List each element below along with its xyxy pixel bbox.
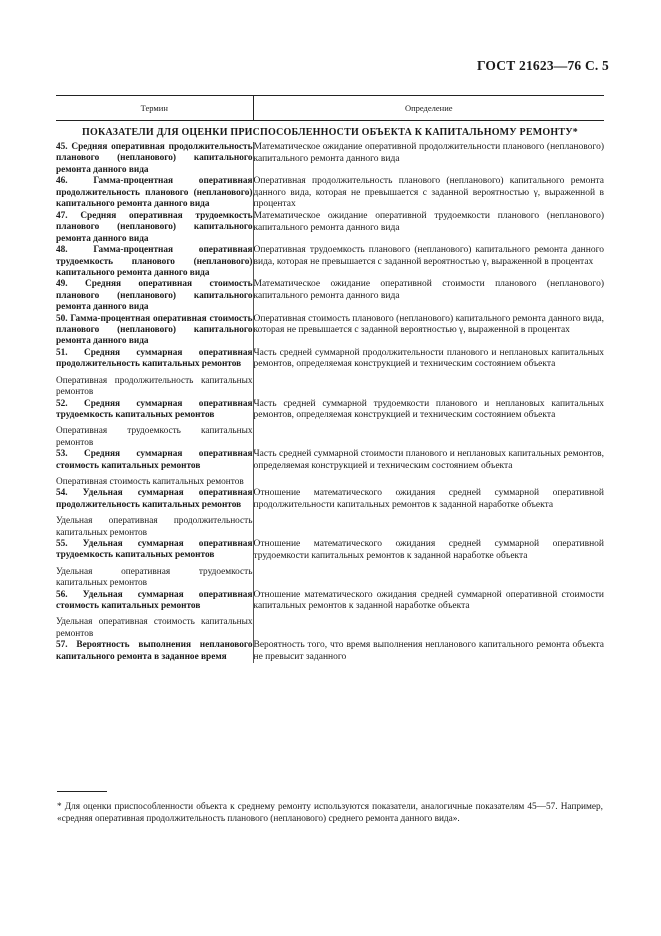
term-cell — [56, 142, 253, 176]
term-synonym: Оперативная стоимость капитальных ремонтов — [56, 476, 244, 487]
definition-cell: Оперативная стоимость планового (непланового) капитального ремонта данного вида, которая не превышается с заданной вероятностью γ, выраженной в процентах — [253, 313, 604, 336]
term-cell — [56, 279, 253, 313]
table-row — [56, 279, 604, 313]
footnote-divider — [57, 791, 107, 792]
term-title: 56. Удельная суммарная оперативная стоимость капитальных ремонтов — [56, 589, 253, 611]
definition-cell: Часть средней суммарной трудоемкости планового и неплановых капитальных ремонтов, определяемая конструкцией и техническим состоянием объекта — [253, 398, 604, 421]
term-cell — [56, 399, 253, 450]
term-title: 53. Средняя суммарная оперативная стоимость капитальных ремонтов — [56, 449, 253, 471]
definition-cell: Математическое ожидание оперативной продолжительности планового (непланового) капитального ремонта данного вида — [253, 142, 604, 164]
column-header-term: Термин — [56, 96, 253, 121]
term-cell — [56, 348, 253, 399]
term-cell — [56, 211, 253, 245]
table-row — [56, 399, 604, 450]
definition-cell: Часть средней суммарной стоимости планового и неплановых капитальных ремонтов, определяемая конструкцией и техническим состоянием объекта — [253, 449, 604, 471]
term-title: 46. Гамма-процентная оперативная продолжительность планового (непланового) капитального ремонта данного вида — [56, 176, 253, 210]
term-title: 54. Удельная суммарная оперативная продолжительность капитальных ремонтов — [56, 488, 253, 510]
table-row — [56, 449, 604, 488]
term-synonym: Удельная оперативная стоимость капитальных ремонтов — [56, 617, 253, 639]
table-row — [56, 539, 604, 590]
term-cell — [56, 245, 253, 279]
definition-cell: Математическое ожидание оперативной трудоемкости планового (непланового) капитального ремонта данного вида — [253, 211, 604, 233]
term-title: 47. Средняя оперативная трудоемкость планового (непланового) капитального ремонта данного вида — [56, 211, 253, 244]
terms-table — [56, 95, 604, 663]
table-row — [56, 590, 604, 641]
definition-cell: Часть средней суммарной продолжительности планового и неплановых капитальных ремонтов, определяемая конструкцией и техническим состоянием объекта — [253, 347, 604, 370]
term-title: 50. Гамма-процентная оперативная стоимость планового (непланового) капитального ремонта данного вида — [56, 313, 253, 347]
table-row — [56, 488, 604, 539]
table-row — [56, 176, 604, 211]
term-cell — [56, 314, 253, 348]
table-header-row — [56, 96, 604, 121]
table-row — [56, 245, 604, 279]
definition-cell: Вероятность того, что время выполнения непланового капитального ремонта объекта не превысит заданного — [253, 640, 604, 662]
term-cell — [56, 449, 253, 488]
term-synonym: Оперативная трудоемкость капитальных ремонтов — [56, 426, 253, 448]
term-title: 57. Вероятность выполнения непланового капитального ремонта в заданное время — [56, 640, 253, 662]
term-title: 55. Удельная суммарная оперативная трудоемкость капитальных ремонтов — [56, 538, 253, 561]
definition-cell: Отношение математического ожидания средней суммарной оперативной трудоемкости капитальных ремонтов к заданной наработке объекта — [253, 538, 604, 561]
column-header-definition: Определение — [253, 96, 604, 121]
term-title: 48. Гамма-процентная оперативная трудоемкость планового (непланового) капитального ремонта данного вида — [56, 245, 253, 279]
term-cell — [56, 590, 253, 641]
definition-cell: Отношение математического ожидания средней суммарной оперативной продолжительности капитальных ремонтов к заданной наработке объекта — [253, 488, 604, 510]
section-row — [56, 121, 604, 143]
section-title: ПОКАЗАТЕЛИ ДЛЯ ОЦЕНКИ ПРИСПОСОБЛЕННОСТИ ОБЪЕКТА К КАПИТАЛЬНОМУ РЕМОНТУ* — [82, 127, 578, 138]
term-synonym: Удельная оперативная продолжительность капитальных ремонтов — [56, 516, 253, 538]
table-row — [56, 142, 604, 176]
term-synonym: Оперативная продолжительность капитальных ремонтов — [56, 375, 253, 398]
definition-cell: Оперативная продолжительность планового (непланового) капитального ремонта данного вида, которая не превышается с заданной вероятностью γ, выраженной в процентах — [253, 176, 604, 210]
definition-cell: Оперативная трудоемкость планового (непланового) капитального ремонта данного вида, которая не превышается с заданной вероятностью γ, выраженной в процентах — [253, 245, 604, 267]
term-synonym: Удельная оперативная трудоемкость капитальных ремонтов — [56, 566, 253, 589]
footnote: * Для оценки приспособленности объекта к среднему ремонту используются показатели, аналогичные показателям 45—57. Например, «средняя оперативная продолжительность планового (непланового) среднего ремонта данного вида». — [57, 802, 603, 824]
term-cell — [56, 488, 253, 539]
term-cell — [56, 176, 253, 211]
definition-cell: Математическое ожидание оперативной стоимости планового (непланового) капитального ремонта данного вида — [253, 279, 604, 302]
table-row — [56, 640, 604, 663]
table-row — [56, 348, 604, 399]
term-cell — [56, 539, 253, 590]
page-header: ГОСТ 21623—76 С. 5 — [476, 58, 609, 73]
term-title: 49. Средняя оперативная стоимость планового (непланового) капитального ремонта данного вида — [56, 279, 253, 313]
term-cell — [56, 640, 253, 663]
table-row — [56, 211, 604, 245]
term-title: 51. Средняя суммарная оперативная продолжительность капитальных ремонтов — [56, 347, 253, 370]
table-row — [56, 314, 604, 348]
term-title: 52. Средняя суммарная оперативная трудоемкость капитальных ремонтов — [56, 398, 253, 420]
definition-cell: Отношение математического ожидания средней суммарной оперативной стоимости капитальных ремонтов к заданной наработке объекта — [253, 589, 604, 612]
term-title: 45. Средняя оперативная продолжительность планового (непланового) капитального ремонта данного вида — [56, 142, 253, 175]
